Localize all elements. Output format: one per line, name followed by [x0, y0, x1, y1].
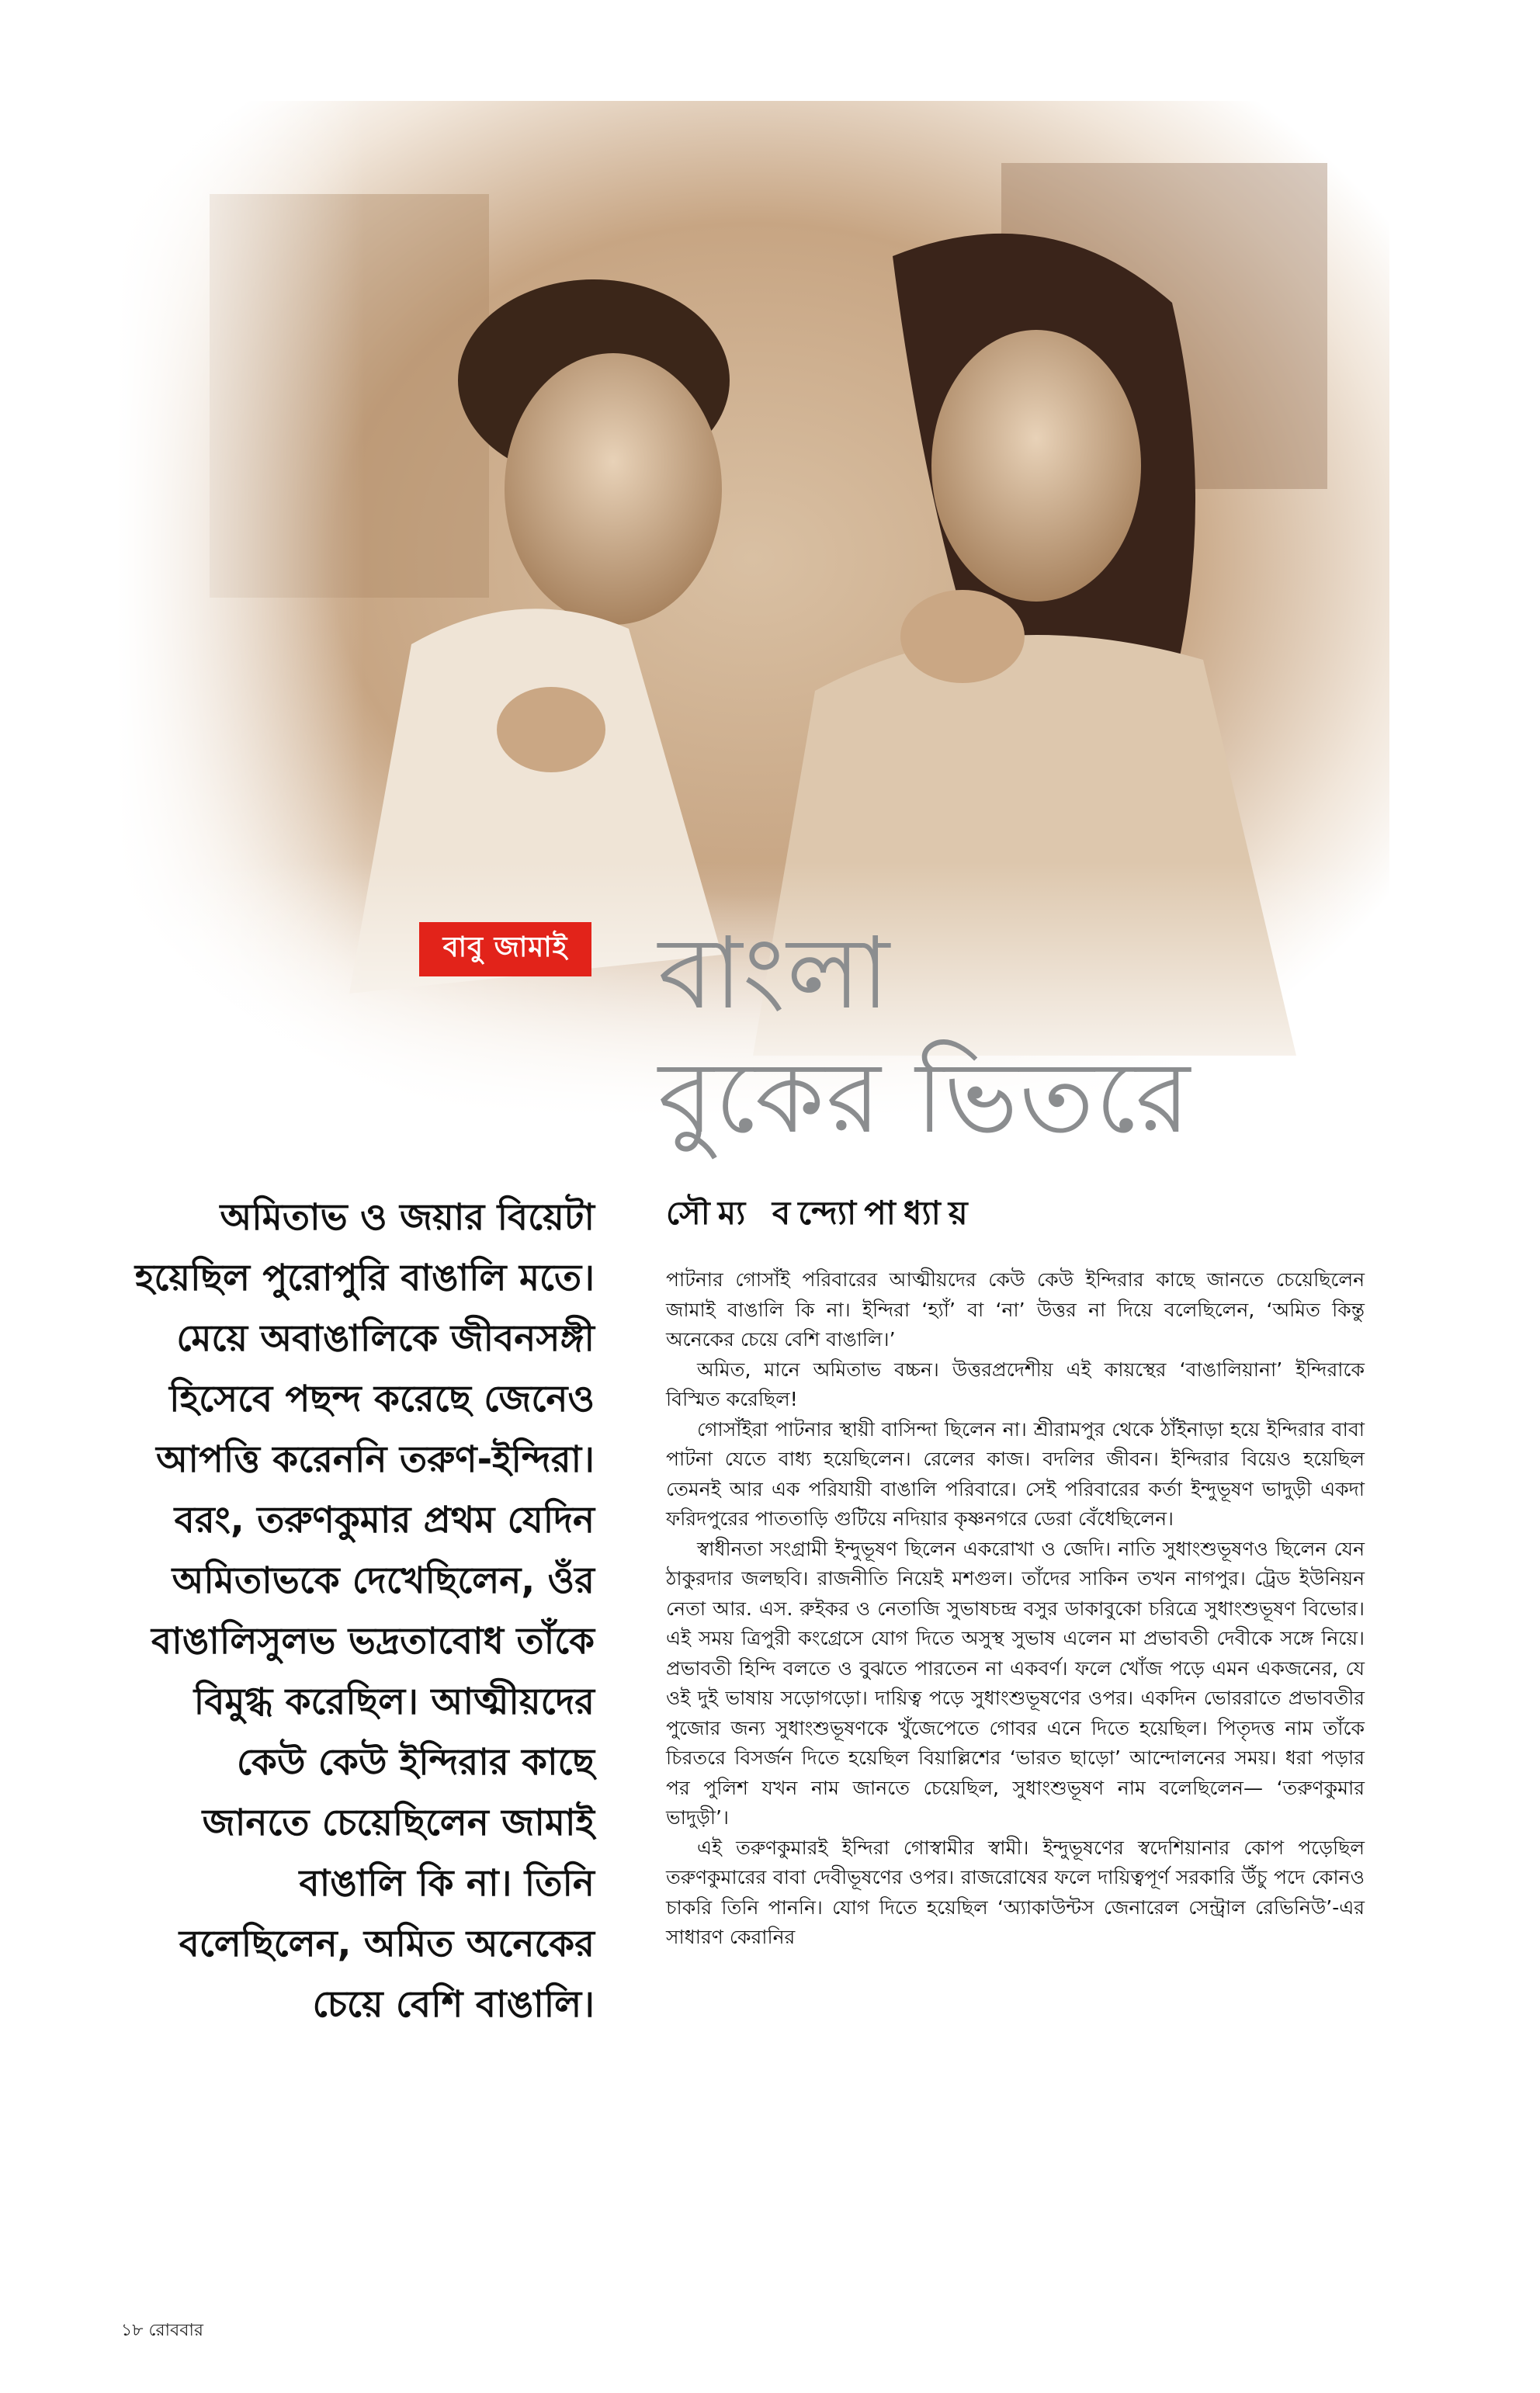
article-paragraph: এই তরুণকুমারই ইন্দিরা গোস্বামীর স্বামী। ইন্দুভূষণের স্বদেশিয়ানার কোপ পড়েছিল তরুণকুমারের বাবা দেবীভূষণের ওপর। রাজরোষের ফলে দায়িত্বপূর্ণ সরকারি উঁচু পদে কোনও চাকরি তিনি পাননি। যোগ দিতে হয়েছিল ‘অ্যাকাউন্টস জেনারেল সেন্ট্রাল রেভিনিউ’-এর সাধারণ কেরানির [666, 1836, 1365, 1948]
headline-line-2: বুকের ভিতরে [658, 1040, 1192, 1156]
article-paragraph: গোসাঁইরা পাটনার স্থায়ী বাসিন্দা ছিলেন না। শ্রীরামপুর থেকে ঠাঁইনাড়া হয়ে ইন্দিরার বাবা পাটনা যেতে বাধ্য হয়েছিলেন। রেলের কাজ। বদলির জীবন। ইন্দিরার বিয়েও হয়েছিল তেমনই আর এক পরিযায়ী বাঙালি পরিবারে। সেই পরিবারের কর্তা ইন্দুভূষণ ভাদুড়ী একদা ফরিদপুরের পাততাড়ি গুটিয়ে নদিয়ার কৃষ্ণনগরে ডেরা বেঁধেছিলেন। [666, 1417, 1365, 1530]
headline-line-1: বাংলা [658, 916, 891, 1032]
article-paragraph: স্বাধীনতা সংগ্রামী ইন্দুভূষণ ছিলেন একরোখা ও জেদি। নাতি সুধাংশুভূষণও ছিলেন যেন ঠাকুরদার জলছবি। রাজনীতি নিয়েই মশগুল। তাঁদের সাকিন তখন নাগপুর। ট্রেড ইউনিয়ন নেতা আর. এস. রুইকর ও নেতাজি সুভাষচন্দ্র বসুর ডাকাবুকো চরিত্রে সুধাংশুভূষণ বিভোর। এই সময় ত্রিপুরী কংগ্রেসে যোগ দিতে অসুস্থ সুভাষ এলেন মা প্রভাবতী দেবীকে সঙ্গে নিয়ে। প্রভাবতী হিন্দি বলতে ও বুঝতে পারতেন না একবর্ণ। ফলে খোঁজ পড়ে এমন একজনের, যে ওই দুই ভাষায় সড়োগড়ো। দায়িত্ব পড়ে সুধাংশুভূষণের ওপর। একদিন ভোররাতে প্রভাবতীর পুজোর জন্য সুধাংশুভূষণকে খুঁজেপেতে গোবর এনে দিতে হয়েছিল। পিতৃদত্ত নাম তাঁকে চিরতরে বিসর্জন দিতে হয়েছিল বিয়াল্লিশের ‘ভারত ছাড়ো’ আন্দোলনের সময়। ধরা পড়ার পর পুলিশ যখন নাম জানতে চেয়েছিল, সুধাংশুভূষণ নাম বলেছিলেন— ‘তরুণকুমার ভাদুড়ী’। [666, 1537, 1365, 1829]
page-folio: ১৮ রোববার [121, 2321, 203, 2340]
article-paragraph: পাটনার গোসাঁই পরিবারের আত্মীয়দের কেউ কেউ ইন্দিরার কাছে জানতে চেয়েছিলেন জামাই বাঙালি কি না। ইন্দিরা ‘হ্যাঁ’ বা ‘না’ উত্তর না দিয়ে বলেছিলেন, ‘অমিত কিন্তু অনেকের চেয়ে বেশি বাঙালি।’ [666, 1268, 1365, 1351]
pull-quote: অমিতাভ ও জয়ার বিয়েটা হয়েছিল পুরোপুরি বাঙালি মতে। মেয়ে অবাঙালিকে জীবনসঙ্গী হিসেবে পছন্দ করেছে জেনেও আপত্তি করেননি তরুণ-ইন্দিরা। বরং, তরুণকুমার প্রথম যেদিন অমিতাভকে দেখেছিলেন, ওঁর বাঙালিসুলভ ভদ্রতাবোধ তাঁকে বিমুগ্ধ করেছিল। আত্মীয়দের কেউ কেউ ইন্দিরার কাছে জানতে চেয়েছিলেন জামাই বাঙালি কি না। তিনি বলেছিলেন, অমিত অনেকের চেয়ে বেশি বাঙালি। [134, 1196, 595, 2026]
author-byline: সৌম্য বন্দ্যোপাধ্যায় [666, 1194, 976, 1232]
article-headline [658, 912, 1388, 1160]
section-tag: বাবু জামাই [419, 922, 591, 976]
article-paragraph: অমিত, মানে অমিতাভ বচ্চন। উত্তরপ্রদেশীয় এই কায়স্থের ‘বাঙালিয়ানা’ ইন্দিরাকে বিস্মিত করেছিল! [666, 1358, 1365, 1410]
article-body [666, 1265, 1365, 1953]
